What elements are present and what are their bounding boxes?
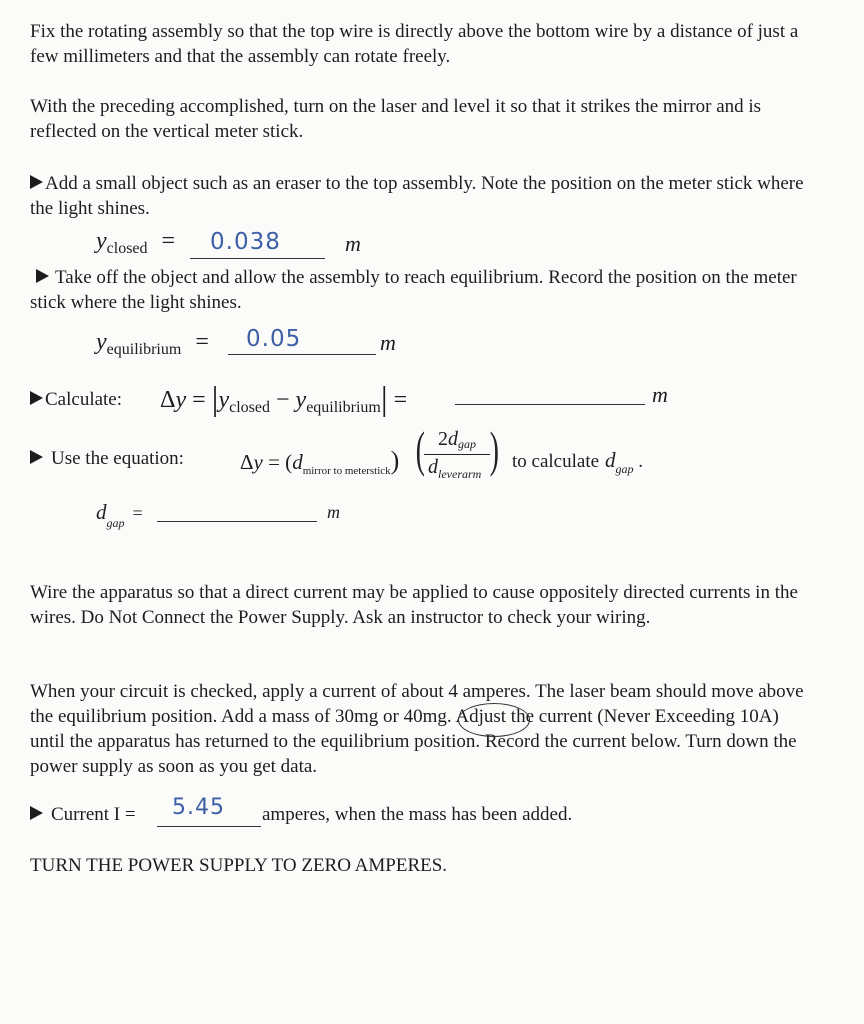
instruction-add-object	[30, 171, 820, 221]
instruction-level-laser: With the preceding accomplished, turn on the laser and level it so that it strikes the mirror and is reflected on the vertical meter stick.	[30, 96, 762, 142]
current-label: Current I =	[30, 804, 136, 826]
equation-label: Use the equation:	[30, 448, 184, 470]
y-equilibrium-label: $y_{equilibrium}$ =	[96, 329, 209, 358]
d-gap-unit: m	[327, 502, 340, 522]
left-big-paren: (	[415, 421, 425, 477]
calculate-label: Calculate:	[30, 389, 122, 411]
delta-y-formula: $\Delta y = |y_{closed} - y_{equilibrium}|$ =	[160, 381, 408, 418]
d-gap-label: $d_{gap}$ =	[96, 500, 143, 530]
instruction-fix-assembly: Fix the rotating assembly so that the top wire is directly above the bottom wire by a distance of just a few millimeters and that the assembly can rotate freely.	[30, 21, 799, 67]
y-equilibrium-value: 0.05	[246, 326, 302, 352]
equation-formula-lhs: $\Delta y = (d_{mirror to meterstick})$	[240, 446, 400, 477]
bullet-triangle-icon	[30, 175, 43, 189]
current-suffix: amperes, when the mass has been added.	[262, 804, 573, 825]
current-value: 5.45	[172, 795, 225, 820]
instruction-apply-current: When your circuit is checked, apply a current of about 4 amperes. The laser beam should move above the equilibrium position. Add a mass of 30mg or 40mg. Adjust the current (Never Exceeding 10A) until the apparatus has returned to the equilibrium position. Record the current below. Turn down the power supply as soon as you get data.	[30, 681, 804, 777]
current-answer-line[interactable]	[157, 826, 261, 827]
instruction-remove-object-text: Take off the object and allow the assembly to reach equilibrium. Record the position on the meter stick where the light shines.	[30, 267, 797, 313]
y-closed-answer-line[interactable]	[190, 258, 325, 259]
instruction-add-object-text: Add a small object such as an eraser to the top assembly. Note the position on the meter stick where the light shines.	[30, 173, 804, 219]
bullet-triangle-icon	[30, 391, 43, 405]
delta-y-answer-line[interactable]	[455, 404, 645, 405]
instruction-wire-apparatus: Wire the apparatus so that a direct current may be applied to cause oppositely directed currents in the wires. Do Not Connect the Power Supply. Ask an instructor to check your wiring.	[30, 582, 798, 628]
y-equilibrium-unit: m	[380, 330, 396, 355]
fraction-formula: 2dgap $d_{leverarm}$	[424, 428, 490, 482]
delta-y-unit: m	[652, 382, 668, 407]
right-big-paren: )	[489, 421, 499, 477]
bullet-triangle-icon	[30, 450, 43, 464]
y-closed-label: $y_{closed}$ =	[96, 228, 176, 257]
equation-trailing: to calculate $d_{gap}$ .	[512, 448, 644, 476]
final-instruction: TURN THE POWER SUPPLY TO ZERO AMPERES.	[30, 855, 448, 876]
bullet-triangle-icon	[36, 269, 49, 283]
y-closed-value: 0.038	[210, 229, 281, 255]
bullet-triangle-icon	[30, 806, 43, 820]
d-gap-answer-line[interactable]	[157, 521, 317, 522]
handwritten-circle-mark	[458, 703, 530, 737]
y-equilibrium-answer-line[interactable]	[228, 354, 376, 355]
instruction-remove-object	[30, 265, 820, 315]
y-closed-unit: m	[345, 231, 361, 256]
